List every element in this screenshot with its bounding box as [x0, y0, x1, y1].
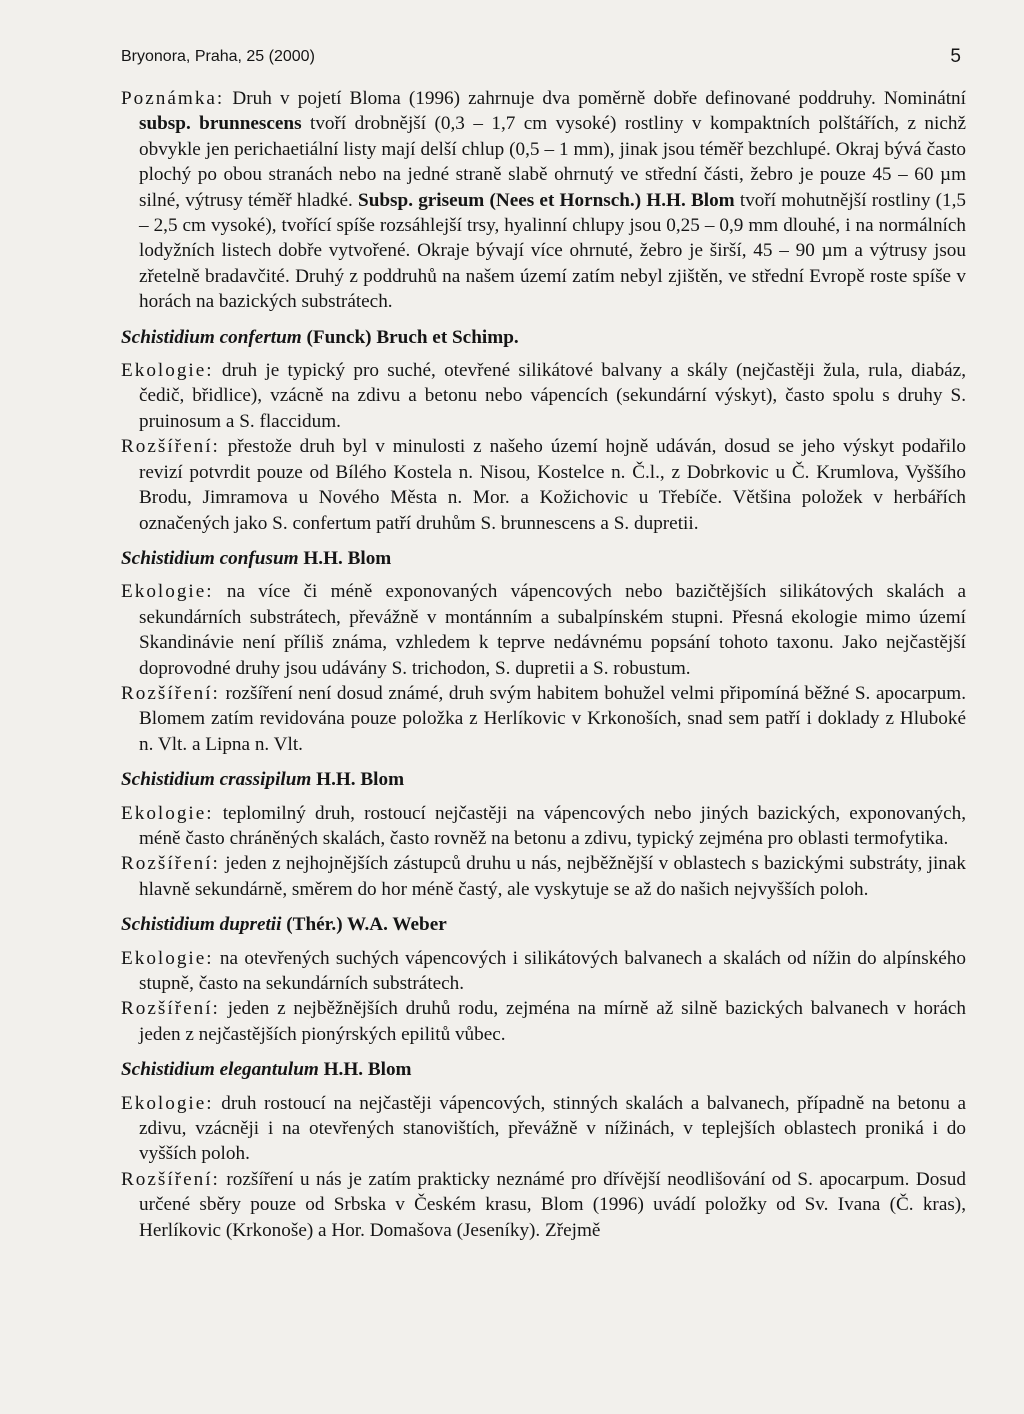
page-number: 5 — [950, 46, 961, 67]
subspecies-name-1: subsp. brunnescens — [139, 113, 302, 135]
distribution-label: Rozšíření: — [121, 682, 220, 704]
ecology-label: Ekologie: — [121, 947, 214, 969]
ecology-label: Ekologie: — [121, 581, 214, 603]
ecology-label: Ekologie: — [121, 802, 214, 824]
ecology-paragraph — [121, 946, 966, 997]
ecology-text: druh rostoucí na nejčastěji vápencových, stinných skalách a balvanech, případně na betonu a zdivu, vzácněji i na otevřených stanovištích, převážně v nížinách, v teplejších oblastech proniká i do vyšších poloh. — [139, 1092, 966, 1165]
journal-citation: Bryonora, Praha, 25 (2000) — [121, 48, 315, 65]
ecology-text: teplomilný druh, rostoucí nejčastěji na vápencových nebo jiných bazických, exponovaných, méně často chráněných skalách, často rovněž na betonu a zdivu, typický zejména pro oblasti termofytika. — [139, 802, 966, 849]
note-text-1: Druh v pojetí Bloma (1996) zahrnuje dva poměrně dobře definované poddruhy. Nominátní — [224, 88, 966, 109]
ecology-text: druh je typický pro suché, otevřené silikátové balvany a skály (nejčastěji žula, rula, diabáz, čedič, břidlice), vzácně na zdivu a betonu nebo vápencích (sekundární výskyt), často spolu s druhy S. pruinosum a S. flaccidum. — [139, 360, 966, 432]
distribution-paragraph — [121, 681, 966, 757]
species-author: H.H. Blom — [318, 1059, 412, 1081]
species-name: Schistidium crassipilum — [121, 769, 312, 791]
species-name: Schistidium dupretii — [121, 914, 282, 936]
distribution-paragraph — [121, 434, 966, 536]
distribution-label: Rozšíření: — [121, 436, 220, 458]
species-author: H.H. Blom — [311, 769, 405, 791]
distribution-text: rozšíření u nás je zatím prakticky neznámé pro dřívější neodlišování od S. apocarpum. Dosud určené sběry pouze od Srbska v Českém krasu, Blom (1996) uvádí položky od Sv. Ivana (Č. kras), Herlíkovic (Krkonoše) a Hor. Domašova (Jeseníky). Zřejmě — [139, 1168, 966, 1241]
note-text-3: tvoří mohutnější rostliny (1,5 – 2,5 cm vysoké), tvořící spíše rozsáhlejší trsy, hyalinní chlupy jsou 0,25 – 0,9 mm dlouhé, i na normálních lodyžních listech dobře vytvořené. Okraje bývají více ohrnuté, žebro je širší, 45 – 90 µm a výtrusy jsou zřetelně bradavčité. Druhý z poddruhů na našem území zatím nebyl zjištěn, ve střední Evropě roste spíše v horách na bazických substrátech. — [139, 189, 966, 313]
species-heading — [121, 912, 966, 937]
note-label: Poznámka: — [121, 88, 225, 109]
ecology-paragraph — [121, 579, 966, 681]
note-paragraph — [121, 86, 966, 315]
ecology-text: na více či méně exponovaných vápencových nebo bazičtějších silikátových skalách a sekundárních substrátech, převážně v montánním a subalpínském stupni. Přesná ekologie mimo území Skandinávie není příliš známa, vzhledem k teprve nedávnému popsání tohoto taxonu. Jako nejčastější doprovodné druhy jsou udávány S. trichodon, S. dupretii a S. robustum. — [139, 581, 966, 679]
ecology-label: Ekologie: — [121, 360, 214, 382]
ecology-paragraph — [121, 1091, 966, 1167]
distribution-text: jeden z nejběžnějších druhů rodu, zejména na mírně až silně bazických balvanech v horách jeden z nejčastějších pionýrských epilitů vůbec. — [139, 998, 966, 1045]
distribution-text: rozšíření není dosud známé, druh svým habitem bohužel velmi připomíná běžné S. apocarpum. Blomem zatím revidována pouze položka z Herlíkovic v Krkonoších, snad sem patří i doklady z Hluboké n. Vlt. a Lipna n. Vlt. — [139, 682, 966, 755]
distribution-paragraph — [121, 851, 966, 902]
species-author: H.H. Blom — [298, 547, 392, 569]
species-heading — [121, 546, 966, 571]
species-name: Schistidium confusum — [121, 547, 299, 569]
species-name: Schistidium confertum — [121, 326, 302, 348]
distribution-label: Rozšíření: — [121, 853, 220, 875]
species-heading — [121, 767, 966, 792]
distribution-paragraph — [121, 1167, 966, 1243]
distribution-paragraph — [121, 996, 966, 1047]
article-body — [121, 86, 966, 1243]
distribution-text: jeden z nejhojnějších zástupců druhu u nás, nejběžnější v oblastech s bazickými substráty, jinak hlavně sekundárně, směrem do hor méně častý, ale vyskytuje se až do našich nejvyšších poloh. — [139, 853, 966, 900]
subspecies-name-2: Subsp. griseum (Nees et Hornsch.) H.H. Blom — [358, 189, 735, 211]
species-heading — [121, 325, 966, 350]
ecology-paragraph — [121, 358, 966, 434]
ecology-paragraph — [121, 801, 966, 852]
ecology-text: na otevřených suchých vápencových i silikátových balvanech a skalách od nížin do alpínského stupně, často na sekundárních substrátech. — [139, 947, 966, 994]
species-author: (Thér.) W.A. Weber — [281, 914, 447, 936]
species-author: (Funck) Bruch et Schimp. — [301, 326, 519, 348]
distribution-label: Rozšíření: — [121, 998, 220, 1020]
note-text-2: tvoří drobnější (0,3 – 1,7 cm vysoké) rostliny v kompaktních polštářích, z nichž obvykle jen perichaetiální listy mají delší chlup (0,5 – 1 mm), jinak jsou téměř bezchlupé. Okraj bývá často plochý po obou stranách nebo na jedné straně slabě ohrnutý ve střední části, žebro je pouze 45 – 60 µm silné, výtrusy téměř hladké. — [139, 113, 966, 211]
ecology-label: Ekologie: — [121, 1092, 214, 1114]
running-header — [121, 44, 961, 74]
distribution-label: Rozšíření: — [121, 1168, 220, 1190]
distribution-text: přestože druh byl v minulosti z našeho území hojně udáván, dosud se jeho výskyt podařilo revizí potvrdit pouze od Bílého Kostela n. Nisou, Kostelce n. Č.l., z Dobrkovic u Č. Krumlova, Vyššího Brodu, Jimramova u Nového Města n. Mor. a Kožichovic u Třebíče. Většina položek v herbářích označených jako S. confertum patří druhům S. brunnescens a S. dupretii. — [139, 436, 966, 534]
species-heading — [121, 1057, 966, 1082]
species-name: Schistidium elegantulum — [121, 1059, 319, 1081]
